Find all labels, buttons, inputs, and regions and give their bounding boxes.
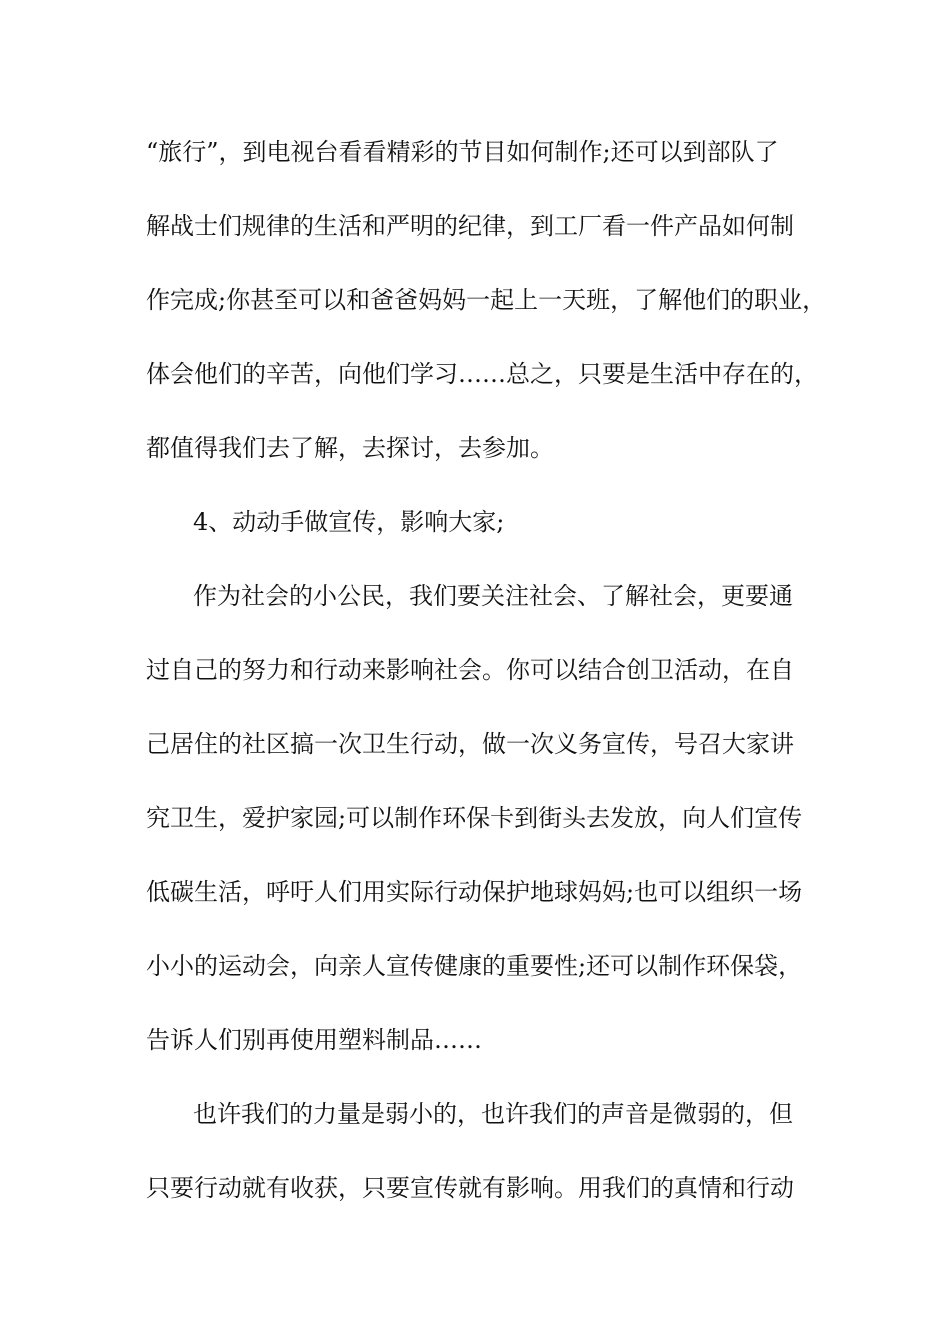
text-line: 过自己的努力和行动来影响社会。你可以结合创卫活动，在自	[146, 656, 794, 684]
section-heading: 4、动动手做宣传，影响大家;	[193, 508, 505, 536]
text-line: “旅行”，到电视台看看精彩的节目如何制作;还可以到部队了	[146, 138, 779, 166]
text-line: 只要行动就有收获，只要宣传就有影响。用我们的真情和行动	[146, 1174, 794, 1202]
text-line: 体会他们的辛苦，向他们学习……总之，只要是生活中存在的，	[146, 360, 818, 388]
text-line: 低碳生活，呼吁人们用实际行动保护地球妈妈;也可以组织一场	[146, 878, 803, 906]
text-line: 小小的运动会，向亲人宣传健康的重要性;还可以制作环保袋，	[146, 952, 803, 980]
text-line: 究卫生，爱护家园;可以制作环保卡到街头去发放，向人们宣传	[146, 804, 803, 832]
text-line: 作完成;你甚至可以和爸爸妈妈一起上一天班，了解他们的职业，	[146, 286, 827, 314]
text-line: 解战士们规律的生活和严明的纪律，到工厂看一件产品如何制	[146, 212, 794, 240]
paragraph-start-line: 也许我们的力量是弱小的，也许我们的声音是微弱的，但	[193, 1100, 793, 1128]
text-line: 己居住的社区搞一次卫生行动，做一次义务宣传，号召大家讲	[146, 730, 794, 758]
paragraph-start-line: 作为社会的小公民，我们要关注社会、了解社会，更要通	[193, 582, 793, 610]
text-line: 都值得我们去了解，去探讨，去参加。	[146, 434, 554, 462]
text-line: 告诉人们别再使用塑料制品……	[146, 1026, 482, 1054]
